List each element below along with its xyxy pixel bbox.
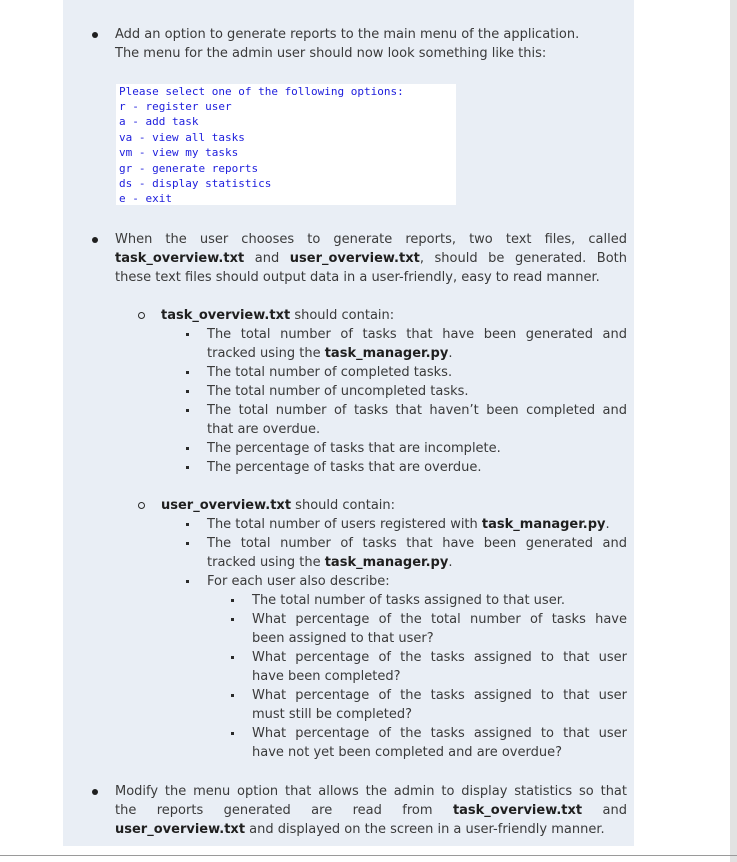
user-subitem-4: What percentage of the tasks assigned to that user must still be completed?: [252, 688, 627, 722]
file-name: user_overview.txt: [289, 251, 420, 266]
square-bullet-icon: [186, 580, 189, 583]
reports-line-3: these text files should output data in a user-friendly, easy to read manner.: [115, 270, 600, 285]
square-bullet-icon: [231, 656, 234, 659]
square-bullet-icon: [231, 694, 234, 697]
user-item-2: The total number of tasks that have been generated and tracked using the task_manager.py.: [207, 536, 627, 570]
code-line: r - register user: [119, 100, 232, 113]
reports-line-1: When the user chooses to generate reports, two text files, called: [115, 232, 627, 247]
page-bottom-rule: [0, 855, 737, 856]
bullet-icon: [92, 32, 98, 38]
user-item-1: The total number of users registered with task_manager.py.: [207, 517, 610, 532]
code-line: a - add task: [119, 115, 199, 128]
file-name: task_overview.txt: [115, 251, 245, 266]
square-bullet-icon: [186, 523, 189, 526]
reports-line-2: task_overview.txt and user_overview.txt, should be generated. Both: [115, 251, 627, 266]
menu-code-block: [116, 84, 456, 205]
square-bullet-icon: [186, 333, 189, 336]
circle-bullet-icon: [138, 312, 145, 319]
square-bullet-icon: [231, 732, 234, 735]
user-subitem-2: What percentage of the total number of tasks have been assigned to that user?: [252, 612, 627, 646]
intro-line-1: Add an option to generate reports to the main menu of the application.: [115, 27, 580, 42]
modify-paragraph: Modify the menu option that allows the admin to display statistics so that the reports generated are read from task_overview.txt and user_overview.txt and displayed on the screen in a user-friendly manner.: [115, 784, 627, 837]
square-bullet-icon: [186, 542, 189, 545]
task-item-6: The percentage of tasks that are overdue.: [207, 460, 482, 475]
square-bullet-icon: [186, 447, 189, 450]
scroll-gutter: [730, 0, 737, 862]
code-line: Please select one of the following options:: [119, 85, 404, 98]
task-item-5: The percentage of tasks that are incomplete.: [207, 441, 501, 456]
user-item-3: For each user also describe:: [207, 574, 390, 589]
intro-line-2: The menu for the admin user should now look something like this:: [115, 46, 547, 61]
task-section-heading: task_overview.txt should contain:: [161, 308, 395, 323]
code-line: ds - display statistics: [119, 177, 272, 190]
task-item-1: The total number of tasks that have been generated and tracked using the task_manager.py.: [207, 327, 627, 361]
user-subitem-1: The total number of tasks assigned to that user.: [252, 593, 565, 608]
square-bullet-icon: [231, 618, 234, 621]
user-subitem-3: What percentage of the tasks assigned to that user have been completed?: [252, 650, 627, 684]
square-bullet-icon: [186, 371, 189, 374]
task-item-2: The total number of completed tasks.: [207, 365, 453, 380]
square-bullet-icon: [231, 599, 234, 602]
code-line: va - view all tasks: [119, 131, 245, 144]
task-item-4: The total number of tasks that haven’t been completed and that are overdue.: [207, 403, 627, 437]
square-bullet-icon: [186, 409, 189, 412]
bullet-icon: [92, 789, 98, 795]
reports-paragraph: [115, 230, 627, 287]
code-line: gr - generate reports: [119, 162, 259, 175]
task-item-3: The total number of uncompleted tasks.: [207, 384, 469, 399]
user-subitem-5: What percentage of the tasks assigned to that user have not yet been completed and are overdue?: [252, 726, 627, 760]
square-bullet-icon: [186, 466, 189, 469]
circle-bullet-icon: [138, 502, 145, 509]
code-line: vm - view my tasks: [119, 146, 239, 159]
user-section-heading: user_overview.txt should contain:: [161, 498, 396, 513]
code-line: e - exit: [119, 192, 172, 205]
bullet-icon: [92, 237, 98, 243]
square-bullet-icon: [186, 390, 189, 393]
